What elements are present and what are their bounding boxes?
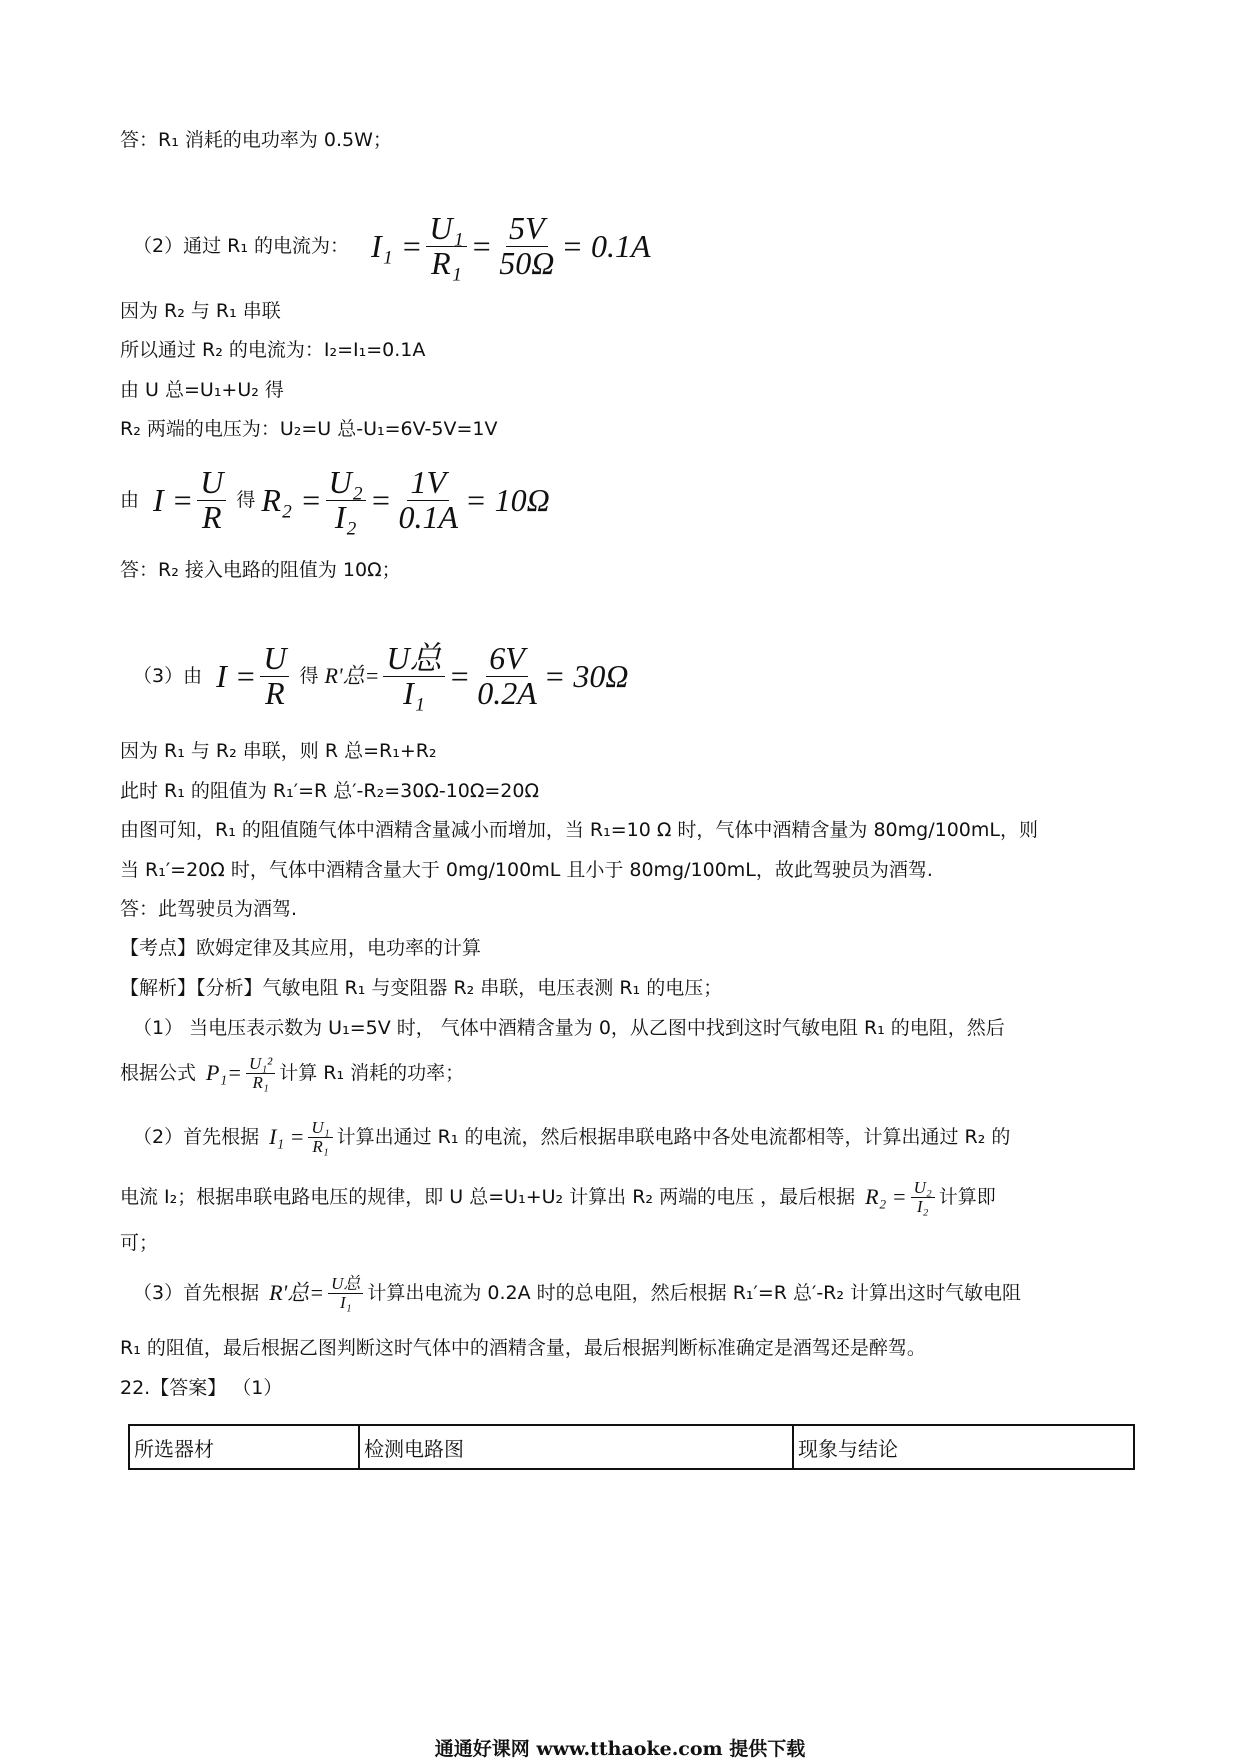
fraction-u2-i2: $\frac{\text{U₂}}{\text{I₂}}$ [911, 1179, 935, 1216]
eq-result: = 10Ω [465, 482, 550, 518]
line-figure-1: 由图可知，R₁ 的阻值随气体中酒精含量减小而增加，当 R₁=10 Ω 时，气体中酒精含量为 80mg/100mL，则 [120, 819, 1038, 841]
eq-pre: （3）由 [133, 665, 203, 687]
text-pre: 电流 I₂；根据串联电路电压的规律，即 U 总=U₁+U₂ 计算出 R₂ 两端的电压 ，最后根据 [120, 1186, 856, 1208]
eq-sign: = [369, 482, 392, 518]
equation-total-resistance [133, 628, 628, 724]
equation-r2 [120, 455, 550, 545]
question-22-answer: 22.【答案】 （1） [120, 1377, 283, 1399]
table-header-row [129, 1425, 1134, 1469]
eq-result: = 0.1A [561, 228, 651, 264]
fraction-utotal-i1: $\frac{\text{U总}}{\text{I₁}}$ [383, 642, 444, 710]
eq-lhs2: R'总= [324, 663, 380, 688]
eq-lhs: R'总= [269, 1280, 325, 1305]
fraction-u-r: $\frac{U}{R}$ [197, 466, 226, 534]
footer: 通通好课网 www.tthaoke.com 提供下载 [434, 1738, 806, 1760]
analysis-2c: 可； [120, 1232, 159, 1254]
line-figure-2: 当 R₁′=20Ω 时，气体中酒精含量大于 0mg/100mL 且小于 80mg/100mL，故此驾驶员为酒驾. [120, 859, 933, 881]
eq-lhs2: R₂ = [261, 482, 322, 518]
line-voltage-sum: 由 U 总=U₁+U₂ 得 [120, 379, 284, 401]
text-pre: （2）首先根据 [133, 1126, 260, 1148]
line-series: 因为 R₂ 与 R₁ 串联 [120, 300, 281, 322]
line-r1-value: 此时 R₁ 的阻值为 R₁′=R 总′-R₂=30Ω-10Ω=20Ω [120, 780, 540, 802]
eq-lhs: I₁ = [371, 228, 423, 264]
eq-sign: = [470, 228, 493, 264]
answer-table [128, 1424, 1135, 1470]
equation-current-r1 [133, 206, 650, 286]
eq-mid: 得 [236, 489, 256, 511]
eq-result: = 30Ω [543, 658, 629, 694]
fraction-u1-r1: $\frac{\text{U₁}}{\text{R₁}}$ [308, 1119, 332, 1156]
analysis-3b: R₁ 的阻值，最后根据乙图判断这时气体中的酒精含量，最后根据判断标准确定是酒驾还是醉驾。 [120, 1337, 926, 1359]
answer-2: 答：R₂ 接入电路的阻值为 10Ω； [120, 559, 401, 581]
line-current-r2: 所以通过 R₂ 的电流为：I₂=I₁=0.1A [120, 339, 426, 361]
eq-sign: = [448, 658, 471, 694]
answer-3: 答：此驾驶员为酒驾. [120, 898, 298, 920]
fraction-6v-02a: $\frac{6V}{0.2A}$ [477, 639, 537, 711]
text-post: 计算出电流为 0.2A 时的总电阻，然后根据 R₁′=R 总′-R₂ 计算出这时气敏电阻 [367, 1282, 1022, 1304]
analysis-3 [133, 1260, 1021, 1326]
eq-intro: （2）通过 R₁ 的电流为： [133, 235, 349, 257]
eq-mid: 得 [299, 665, 319, 687]
kaodian: 【考点】欧姆定律及其应用，电功率的计算 [120, 937, 482, 959]
eq-lhs: I₁ = [269, 1124, 305, 1149]
jiexi: 【解析】【分析】气敏电阻 R₁ 与变阻器 R₂ 串联，电压表测 R₁ 的电压； [120, 977, 723, 999]
table-header-cell: 所选器材 [129, 1425, 359, 1469]
eq-lhs: I = [153, 482, 194, 518]
analysis-1-formula [120, 1040, 464, 1106]
eq-lhs: R₂ = [865, 1184, 907, 1209]
table-header-cell: 现象与结论 [793, 1425, 1134, 1469]
line-series-2: 因为 R₁ 与 R₂ 串联，则 R 总=R₁+R₂ [120, 740, 437, 762]
text-post: 计算 R₁ 消耗的功率； [279, 1062, 465, 1084]
eq-lhs: I = [216, 658, 257, 694]
analysis-1: （1） 当电压表示数为 U₁=5V 时， 气体中酒精含量为 0，从乙图中找到这时气敏电阻 R₁ 的电阻，然后 [133, 1017, 1005, 1039]
text-pre: 根据公式 [120, 1062, 197, 1084]
fraction-1v-01a: $\frac{1V}{0.1A}$ [398, 463, 459, 535]
text-post: 计算出通过 R₁ 的电流，然后根据串联电路中各处电流都相等，计算出通过 R₂ 的 [336, 1126, 1011, 1148]
line-voltage-r2: R₂ 两端的电压为：U₂=U 总-U₁=6V-5V=1V [120, 418, 498, 440]
fraction-u-r: $\frac{U}{R}$ [260, 642, 289, 710]
text-pre: （3）首先根据 [133, 1282, 260, 1304]
analysis-2 [133, 1106, 1010, 1168]
eq-lhs: P₁= [206, 1060, 242, 1085]
fraction-u1-r1: $\frac{\text{U₁}}{\text{R₁}}$ [426, 212, 466, 280]
analysis-2b [120, 1166, 996, 1228]
fraction-5v-50ohm: $\frac{5V}{50\Omega}$ [499, 209, 555, 281]
fraction-u1sq-r1: $\frac{\text{U₁²}}{\text{R₁}}$ [246, 1055, 275, 1092]
text-post: 计算即 [938, 1186, 996, 1208]
answer-1: 答：R₁ 消耗的电功率为 0.5W； [120, 129, 392, 151]
fraction-u2-i2: $\frac{\text{U₂}}{\text{I₂}}$ [326, 466, 366, 534]
fraction-utotal-i1: $\frac{\text{U总}}{\text{I₁}}$ [328, 1275, 363, 1312]
eq-pre: 由 [120, 489, 140, 511]
table-header-cell: 检测电路图 [359, 1425, 793, 1469]
